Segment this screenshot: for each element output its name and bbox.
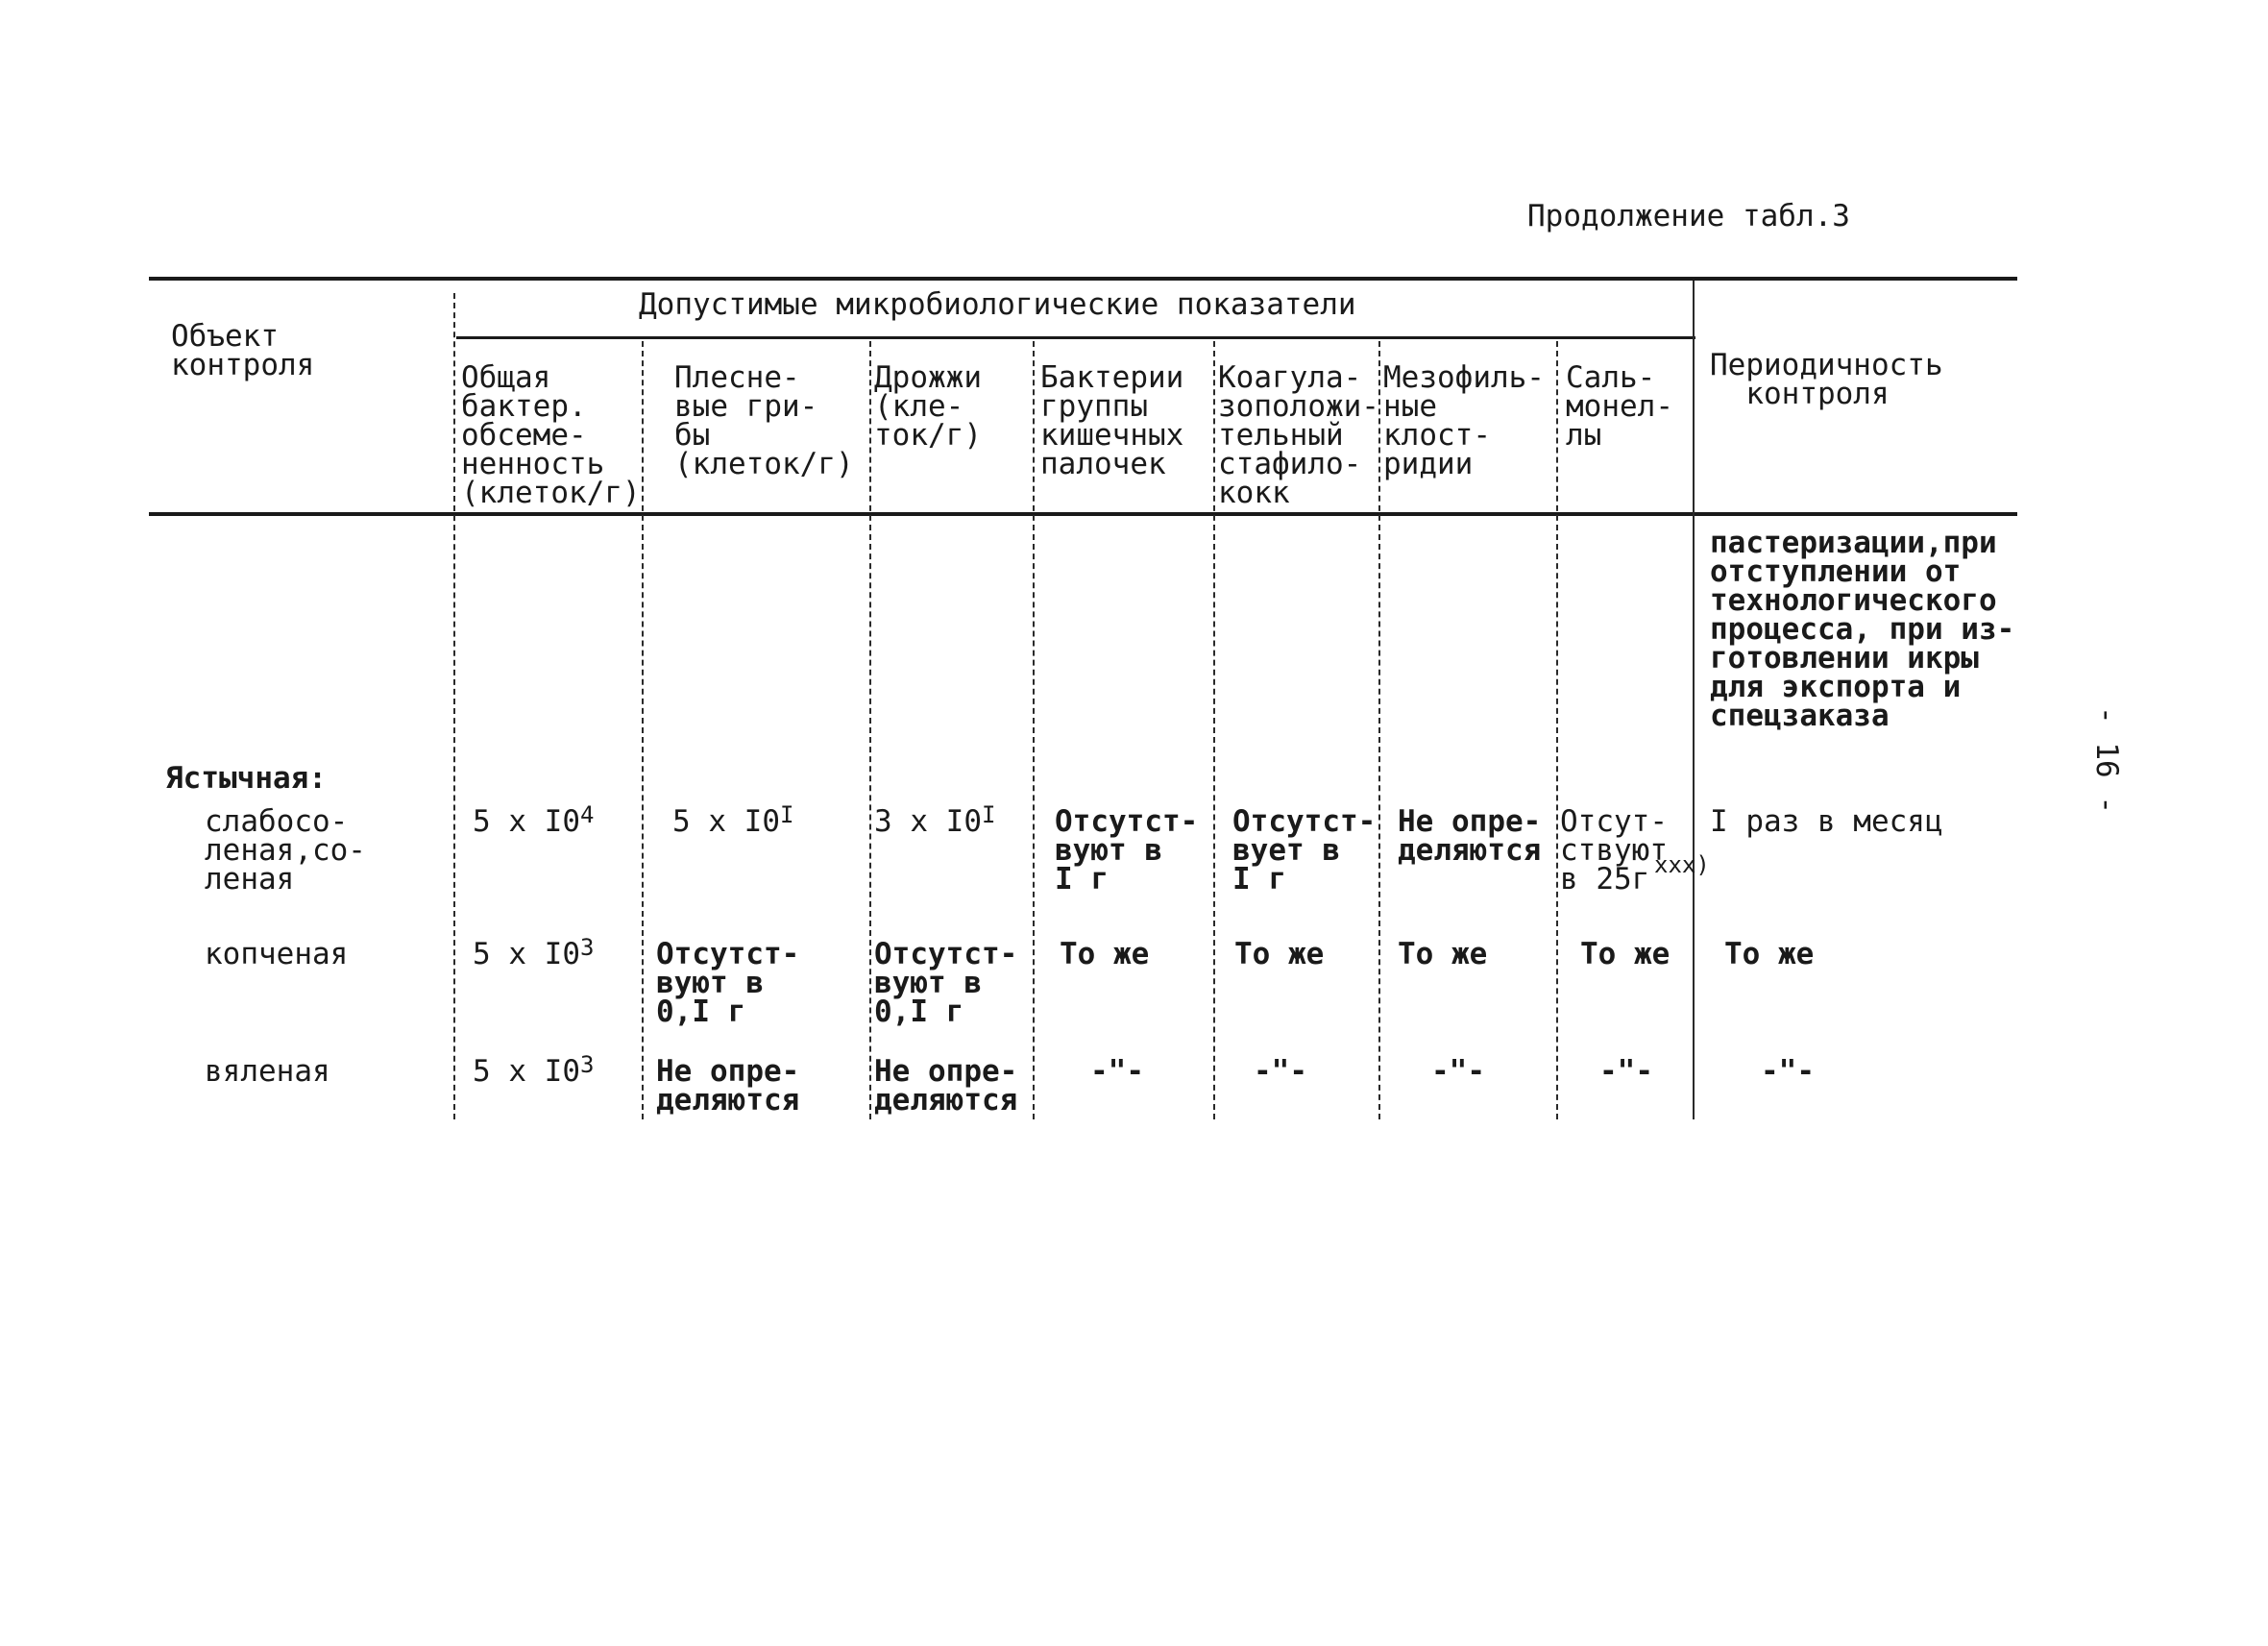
row-2-name: копченая (205, 937, 349, 971)
col-separator-3 (869, 341, 871, 1119)
table-top-rule (149, 277, 2017, 281)
row-3-clostridia: -"- (1431, 1054, 1485, 1089)
row-2-clostridia: То же (1398, 937, 1488, 971)
col-separator-8 (1693, 281, 1695, 1119)
row-1-yeast: 3 x $I0^I$ (874, 801, 996, 839)
col-separator-2 (642, 341, 644, 1119)
row-1-staphylococcus: Отсутст- вует в I г (1232, 804, 1377, 897)
row-3-bacteria: 5 x $I0^3$ (473, 1051, 595, 1089)
row-2-salmonella: То же (1580, 937, 1671, 971)
header-bottom-rule (149, 512, 2017, 516)
group-label: Ястычная: (165, 761, 327, 796)
header-object: Объект контроля (171, 319, 315, 382)
table-caption: Продолжение табл.3 (1527, 199, 1850, 233)
row-3-mold: Не опре- деляются (656, 1054, 800, 1118)
header-col-staphylococcus: Коагула- зоположи- тельный стафило- кокк (1218, 360, 1379, 510)
row-3-name: вяленая (205, 1054, 330, 1089)
row-1-name: слабосо- леная,со- леная (205, 804, 366, 897)
row-3-salmonella: -"- (1599, 1054, 1653, 1089)
page-number: - 16 - (2089, 706, 2124, 814)
row-2-coliforms: То же (1060, 937, 1150, 971)
group-header-rule (456, 336, 1695, 339)
col-separator-5 (1213, 341, 1215, 1119)
header-col-coliforms: Бактерии группы кишечных палочек (1040, 360, 1184, 481)
row-1-coliforms: Отсутст- вуют в I г (1055, 804, 1199, 897)
row-3-frequency: -"- (1761, 1054, 1815, 1089)
col-separator-4 (1033, 341, 1035, 1119)
row-3-yeast: Не опре- деляются (874, 1054, 1018, 1118)
row-3-staphylococcus: -"- (1254, 1054, 1307, 1089)
col-separator-1 (453, 293, 455, 1119)
row-2-yeast: Отсутст- вуют в 0,I г (874, 937, 1018, 1029)
row-1-clostridia: Не опре- деляются (1398, 804, 1542, 868)
header-frequency: Периодичность контроля (1710, 348, 1943, 411)
row-2-staphylococcus: То же (1234, 937, 1325, 971)
header-group: Допустимые микробиологические показатели (639, 287, 1356, 322)
header-col-clostridia: Мезофиль- ные клост- ридии (1383, 360, 1545, 481)
col-separator-7 (1556, 341, 1558, 1119)
row-2-mold: Отсутст- вуют в 0,I г (656, 937, 800, 1029)
row-1-bacteria: 5 x $I0^4$ (473, 801, 595, 839)
header-col-salmonella: Саль- монел- лы (1566, 360, 1673, 453)
continued-frequency-text: пастеризации,при отступлении от технологического процесса, при из- готовлении икры для экспорта и спецзаказа (1710, 526, 2015, 733)
header-col-bacteria: Общая бактер. обсеме- ненность (клеток/г) (461, 360, 641, 510)
row-3-coliforms: -"- (1090, 1054, 1144, 1089)
row-1-salmonella: Отсут- ствуют в 25г (1560, 804, 1668, 897)
row-2-frequency: То же (1724, 937, 1815, 971)
header-col-mold: Плесне- вые гри- бы (клеток/г) (674, 360, 854, 481)
row-2-bacteria: 5 x $I0^3$ (473, 934, 595, 971)
row-1-frequency: I раз в месяц (1710, 804, 1943, 839)
row-1-mold: 5 x $I0^I$ (672, 801, 794, 839)
header-col-yeast: Дрожжи (кле- ток/г) (874, 360, 982, 453)
row-1-salmonella-mark: xxx) (1654, 851, 1710, 878)
